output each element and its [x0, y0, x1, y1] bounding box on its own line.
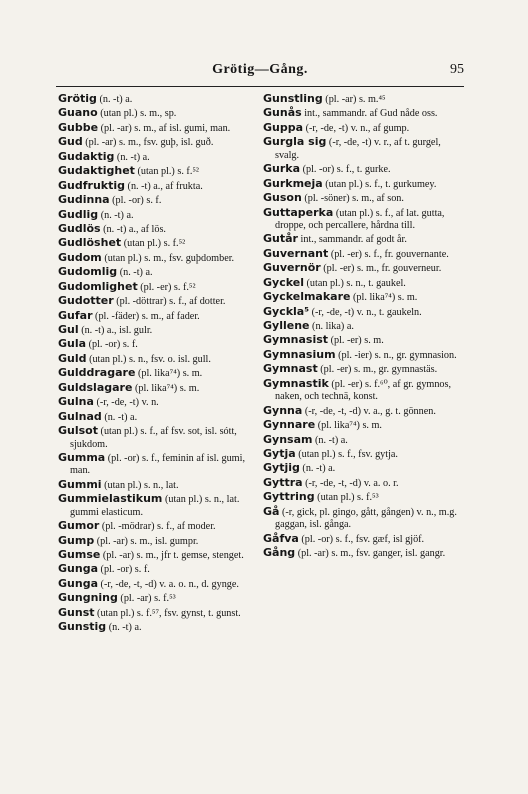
dictionary-entry [58, 492, 262, 519]
headword: Gul [58, 323, 79, 336]
dictionary-entry [263, 404, 467, 418]
definition: (pl. -fäder) s. m., af fader. [92, 310, 200, 322]
definition: (pl. -ar) s. f.⁵³ [117, 593, 176, 605]
dictionary-entry [263, 362, 467, 376]
dictionary-entry [58, 251, 262, 265]
headword: Gytjig [263, 461, 300, 475]
headword: Gytja [263, 446, 296, 460]
headword: Guttaperka [263, 205, 334, 219]
headword: Gudlöshet [58, 236, 122, 250]
dictionary-entry [263, 92, 467, 106]
headword: Gummi [58, 477, 102, 491]
dictionary-entry [263, 121, 467, 135]
headword: Guld [58, 351, 87, 365]
definition: (n. -t) a. [101, 411, 138, 423]
headword: Gyllene [263, 319, 310, 332]
definition: (pl. -or) s. f., feminin af isl. gumi, man. [70, 452, 245, 477]
dictionary-entry [263, 261, 467, 275]
definition: (utan pl.) s. f., t. gurkumey. [322, 178, 437, 190]
definition: (utan pl.) s. f.⁵³ [314, 492, 379, 504]
dictionary-entry [263, 505, 467, 532]
headword: Guvernör [263, 261, 321, 275]
definition: (-r, gick, pl. gingo, gått, gången) v. n., m.g. gaggan, isl. gånga. [275, 506, 457, 531]
definition: (utan pl.) s. m., fsv. guþdomber. [101, 252, 235, 264]
definition: (-r, -de, -t) v. n., t. gaukeln. [309, 306, 422, 318]
definition: (n. -t) a. [106, 622, 142, 634]
definition: (pl. -ar) s. m., jfr t. gemse, stenget. [100, 550, 244, 561]
definition: int., sammandr. af godt år. [297, 234, 407, 246]
dictionary-entry [58, 606, 262, 620]
dictionary-entry [263, 247, 467, 261]
definition: (n. -t) a., af frukta. [125, 180, 203, 192]
dictionary-entry [58, 236, 262, 250]
dictionary-entry [58, 577, 262, 591]
dictionary-entry [263, 106, 467, 120]
dictionary-entry [263, 206, 467, 233]
definition: (utan pl.) s. n., lat. [101, 479, 179, 491]
definition: (pl. -er) s. f.⁶⁰, af gr. gymnos, naken, och technä, konst. [275, 378, 452, 403]
dictionary-entry [58, 534, 262, 548]
headword: Gunga [58, 576, 98, 590]
headword: Gudotter [58, 294, 114, 308]
headword: Gunstling [263, 92, 323, 105]
headword: Gulna [58, 395, 94, 409]
dictionary-entry [58, 395, 262, 409]
definition: (pl. -ar) s. m., fsv. guþ, isl. guð. [82, 137, 214, 149]
dictionary-entry [263, 305, 467, 319]
dictionary-entry [263, 177, 467, 191]
headword: Gurkmeja [263, 176, 323, 190]
definition: (utan pl.) s. n., lat. gummi elasticum. [70, 494, 240, 518]
dictionary-entry [263, 162, 467, 176]
dictionary-entry [58, 179, 262, 193]
dictionary-entry [58, 337, 262, 351]
running-title: Grötig—Gång. [212, 62, 308, 77]
headword: Guvernant [263, 246, 329, 260]
left-column [58, 92, 262, 635]
headword: Guson [263, 191, 302, 205]
definition: (pl. -döttrar) s. f., af dotter. [113, 296, 226, 308]
definition: (n. lika) a. [309, 321, 354, 332]
definition: (pl. -ier) s. n., gr. gymnasion. [335, 349, 457, 361]
headword: Gump [58, 533, 95, 547]
dictionary-entry [263, 377, 467, 404]
dictionary-entry [58, 519, 262, 533]
definition: (pl. -er) s. m. [328, 335, 384, 347]
definition: (utan pl.) s. f., af fsv. sot, isl. sótt, sjukdom. [70, 426, 237, 450]
dictionary-entry [58, 323, 262, 337]
headword: Gungning [58, 591, 118, 605]
dictionary-entry [263, 433, 467, 447]
definition: (pl. -er) s. f., fr. gouvernante. [328, 248, 449, 260]
definition: (-r, -de, -t, -d) v. a., g. t. gönnen. [302, 405, 436, 417]
definition: (pl. -or) s. f. [86, 339, 138, 351]
headword: Gudaktighet [58, 164, 135, 178]
headword: Gyttra [263, 475, 303, 489]
dictionary-entry [58, 164, 262, 178]
dictionary-entry [58, 352, 262, 366]
dictionary-entry [58, 294, 262, 308]
definition: (utan pl.) s. n., fsv. o. isl. gull. [86, 353, 211, 365]
headword: Gudaktig [58, 149, 115, 163]
headword: Gymnastik [263, 376, 329, 390]
definition: (utan pl.) s. f.⁵⁷, fsv. gynst, t. gunst. [94, 607, 241, 619]
definition: int., sammandr. af Gud nåde oss. [301, 108, 438, 120]
definition: (-r, -de, -t) v. r., af t. gurgel, svalg. [275, 137, 441, 161]
dictionary-entry [263, 490, 467, 504]
definition: (n. -t) a. [312, 434, 348, 446]
headword: Gunst [58, 605, 95, 619]
headword: Gula [58, 337, 87, 351]
headword: Gå [263, 504, 280, 518]
definition: (pl. -ar) s. m., isl. gumpr. [94, 535, 199, 547]
headword: Gyckel [263, 275, 304, 289]
headword: Gynna [263, 403, 303, 417]
dictionary-entry [58, 410, 262, 424]
dictionary-entry [263, 319, 467, 333]
headword: Gumse [58, 548, 101, 561]
definition: (utan pl.) s. f., af lat. gutta, droppe, och percallere, hårdna till. [275, 207, 445, 231]
dictionary-entry [263, 532, 467, 546]
definition: (-r, -de, -t) v. n., af gump. [303, 122, 410, 134]
definition: (utan pl.) s. m., sp. [97, 108, 177, 120]
dictionary-entry [263, 546, 467, 560]
definition: (pl. lika⁷⁴) s. m. [350, 292, 418, 304]
dictionary-entry [263, 447, 467, 461]
dictionary-entry [58, 106, 262, 120]
headword: Gulddragare [58, 366, 136, 380]
headword: Gumor [58, 519, 100, 533]
dictionary-entry [58, 265, 262, 279]
headword: Gudlös [58, 221, 101, 235]
right-column [263, 92, 467, 560]
dictionary-entry [263, 418, 467, 432]
dictionary-entry [58, 222, 262, 236]
headword: Gummielastikum [58, 492, 163, 506]
headword: Gymnast [263, 362, 318, 376]
headword: Gubbe [58, 120, 99, 134]
definition: (utan pl.) s. f., fsv. gytja. [295, 448, 398, 460]
definition: (pl. lika⁷⁴) s. m. [132, 382, 200, 394]
dictionary-entry [58, 150, 262, 164]
headword: Gunås [263, 106, 302, 120]
definition: (pl. lika⁷⁴) s. m. [315, 420, 382, 432]
dictionary-entry [263, 476, 467, 490]
dictionary-entry [58, 562, 262, 576]
dictionary-entry [58, 620, 262, 634]
headword: Gudinna [58, 193, 110, 207]
definition: (n. -t) a. [299, 463, 336, 475]
headword: Gymnasist [263, 333, 329, 347]
definition: (n. -t) a. [96, 94, 133, 105]
definition: (n. -t) a. [98, 209, 134, 221]
definition: (n. -t) a., af lös. [100, 223, 166, 235]
headword: Gurgla sig [263, 135, 327, 149]
dictionary-entry [58, 121, 262, 135]
definition: (pl. -or) s. f., t. gurke. [300, 164, 391, 176]
definition: (pl. -ar) s. m.⁴⁵ [322, 94, 386, 105]
dictionary-entry [263, 191, 467, 205]
headword: Gyckelmakare [263, 290, 351, 304]
dictionary-entry [263, 276, 467, 290]
definition: (pl. lika⁷⁴) s. m. [135, 368, 203, 380]
definition: (utan pl.) s. f.⁵² [121, 238, 186, 250]
headword: Gumma [58, 450, 106, 464]
dictionary-entry [263, 461, 467, 475]
headword: Gynnare [263, 418, 316, 432]
headword: Gufar [58, 308, 93, 322]
definition: (utan pl.) s. f.⁵² [134, 166, 199, 178]
definition: (pl. -ar) s. m., af isl. gumi, man. [98, 122, 231, 134]
headword: Gunstig [58, 620, 107, 634]
definition: (pl. -or) s. f., fsv. gæf, isl gjöf. [298, 533, 425, 545]
headword: Gunga [58, 562, 98, 576]
headword: Gutår [263, 232, 298, 246]
definition: (utan pl.) s. n., t. gaukel. [303, 277, 406, 289]
definition: (-r, -de, -t) v. n. [93, 397, 159, 409]
headword: Gurka [263, 162, 301, 176]
definition: (pl. -or) s. f. [109, 195, 162, 207]
definition: (-r, -de, -t, -d) v. a. o. n., d. gynge. [98, 578, 239, 590]
dictionary-entry [58, 309, 262, 323]
headword: Gudom [58, 250, 102, 264]
headword: Gyttring [263, 490, 315, 504]
headword: Guldslagare [58, 380, 133, 394]
dictionary-entry [58, 92, 262, 106]
dictionary-entry [58, 135, 262, 149]
dictionary-entry [58, 548, 262, 562]
headword: Gång [263, 546, 296, 559]
dictionary-entry [263, 348, 467, 362]
definition: (pl. -söner) s. m., af son. [301, 193, 404, 205]
dictionary-entry [263, 135, 467, 162]
dictionary-entry [58, 424, 262, 451]
headword: Grötig [58, 92, 97, 105]
definition: (pl. -er) s. f.⁵² [137, 281, 196, 293]
headword: Gudomlighet [58, 279, 138, 293]
headword: Gulsot [58, 424, 98, 438]
dictionary-entry [263, 290, 467, 304]
header-rule [56, 86, 464, 87]
dictionary-entry [58, 591, 262, 605]
headword: Gudomlig [58, 265, 118, 279]
headword: Gynsam [263, 432, 313, 446]
definition: (n. -t) a., isl. gulr. [78, 325, 153, 336]
headword: Gulnad [58, 409, 102, 423]
definition: (-r, -de, -t, -d) v. a. o. r. [302, 477, 399, 489]
headword: Gudlig [58, 207, 99, 221]
dictionary-entry [58, 366, 262, 380]
dictionary-entry [263, 232, 467, 246]
dictionary-entry [263, 333, 467, 347]
definition: (pl. -mödrar) s. f., af moder. [99, 521, 216, 533]
headword: Gåfva [263, 531, 299, 545]
headword: Gymnasium [263, 347, 336, 361]
definition: (n. -t) a. [117, 267, 153, 279]
dictionary-entry [58, 381, 262, 395]
dictionary-entry [58, 193, 262, 207]
dictionary-entry [58, 208, 262, 222]
definition: (pl. -ar) s. m., fsv. ganger, isl. gangr. [295, 548, 446, 559]
headword: Gud [58, 135, 83, 149]
headword: Gudfruktig [58, 178, 125, 192]
page-number: 95 [450, 62, 464, 77]
dictionary-entry [58, 478, 262, 492]
dictionary-entry [58, 451, 262, 478]
headword: Gyckla⁵ [263, 304, 310, 318]
definition: (pl. -or) s. f. [98, 564, 150, 576]
definition: (n. -t) a. [114, 151, 150, 163]
headword: Guppa [263, 120, 304, 134]
page-header [56, 62, 464, 82]
dictionary-entry [58, 280, 262, 294]
definition: (pl. -er) s. m., fr. gouverneur. [320, 263, 442, 275]
definition: (pl. -er) s. m., gr. gymnastäs. [317, 364, 438, 376]
headword: Guano [58, 106, 98, 120]
